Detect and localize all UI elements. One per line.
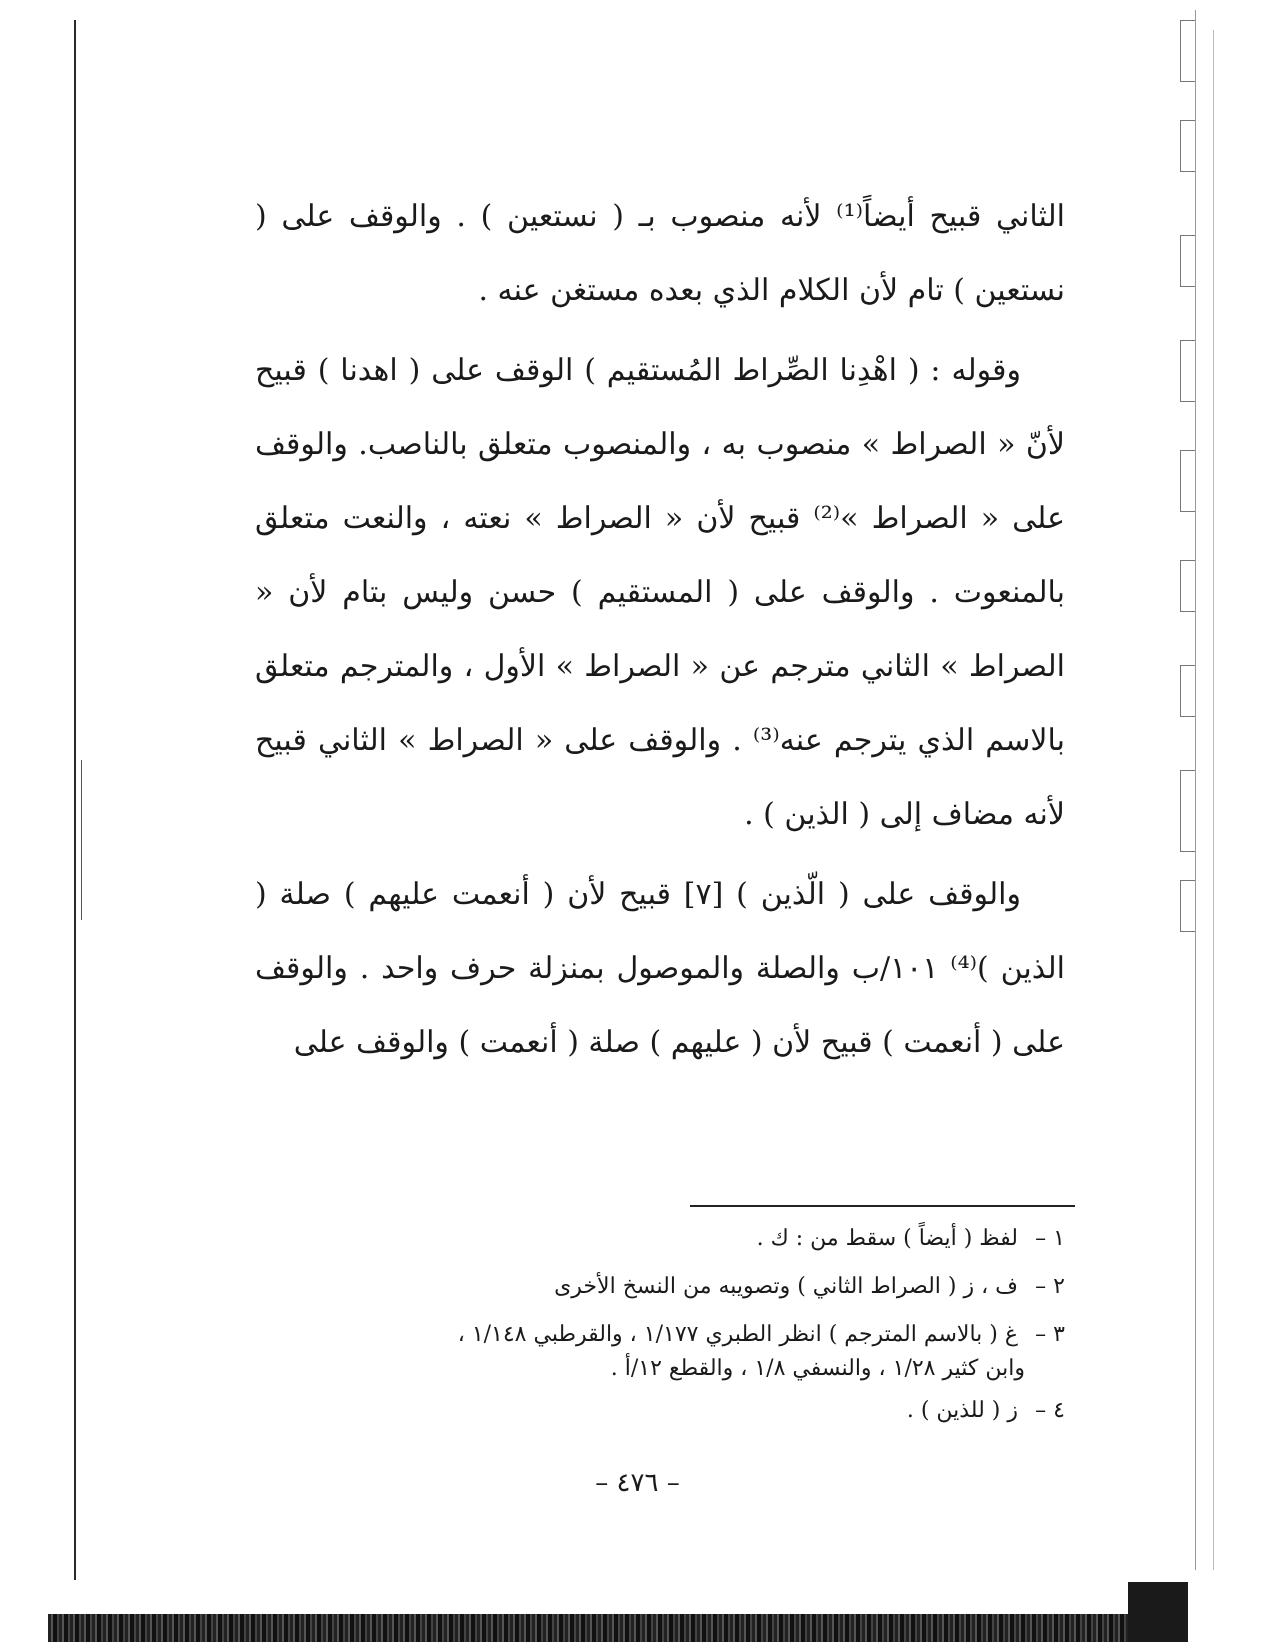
footnote — [255, 1263, 1065, 1311]
scan-bottom-edge — [1128, 1582, 1188, 1642]
footnote-number: ٢ – — [1035, 1274, 1065, 1299]
footnote-number: ٤ – — [1035, 1398, 1065, 1423]
footnotes — [255, 1215, 1065, 1435]
body-paragraph: والوقف على ( الّذين ) [٧] قبيح لأن ( أنعمت عليهم ) صلة ( الذين )⁽⁴⁾ ١٠١/ب والصلة والموصول بمنزلة حرف واحد . والوقف على ( أنعمت ) قبيح لأن ( عليهم ) صلة ( أنعمت ) والوقف على — [255, 877, 1065, 1060]
scan-bottom-edge — [48, 1614, 1128, 1642]
footnote-number: ١ – — [1035, 1226, 1065, 1251]
footnote — [255, 1215, 1065, 1263]
body-paragraph: وقوله : ( اهْدِنا الصِّراط المُستقيم ) الوقف على ( اهدنا ) قبيح لأنّ « الصراط » منصوب به ، والمنصوب متعلق بالناصب. والوقف على « الصراط »⁽²⁾ قبيح لأن « الصراط » نعته ، والنعت متعلق بالمنعوت . والوقف على ( المستقيم ) حسن وليس بتام لأن « الصراط » الثاني مترجم عن « الصراط » الأول ، والمترجم متعلق بالاسم الذي يترجم عنه⁽³⁾ . والوقف على « الصراط » الثاني قبيح لأنه مضاف إلى ( الذين ) . — [255, 353, 1065, 832]
footnote — [255, 1387, 1065, 1435]
page-number: – ٤٧٦ – — [595, 1468, 680, 1498]
scan-margin-line — [81, 760, 82, 920]
footnote-text: ز ( للذين ) . — [906, 1398, 1018, 1423]
scan-page-edge — [1125, 0, 1275, 1650]
footnote-number: ٣ – — [1035, 1322, 1065, 1347]
footnote — [255, 1311, 1065, 1387]
footnote-text: غ ( بالاسم المترجم ) انظر الطبري ١/١٧٧ ، والقرطبي ١/١٤٨ ، — [457, 1322, 1018, 1347]
body-paragraph: الثاني قبيح أيضاً⁽¹⁾ لأنه منصوب بـ ( نستعين ) . والوقف على ( نستعين ) تام لأن الكلام الذي بعده مستغن عنه . — [255, 199, 1065, 308]
footnote-text: ف ، ز ( الصراط الثاني ) وتصويبه من النسخ الأخرى — [554, 1274, 1018, 1299]
footnote-text-continued: وابن كثير ١/٢٨ ، والنسفي ١/٨ ، والقطع ١٢/أ . — [610, 1356, 1025, 1381]
page-body — [255, 180, 1065, 1080]
footnote-separator — [690, 1205, 1075, 1207]
footnote-text: لفظ ( أيضاً ) سقط من : ك . — [756, 1226, 1018, 1251]
scan-margin-line — [74, 20, 76, 1580]
